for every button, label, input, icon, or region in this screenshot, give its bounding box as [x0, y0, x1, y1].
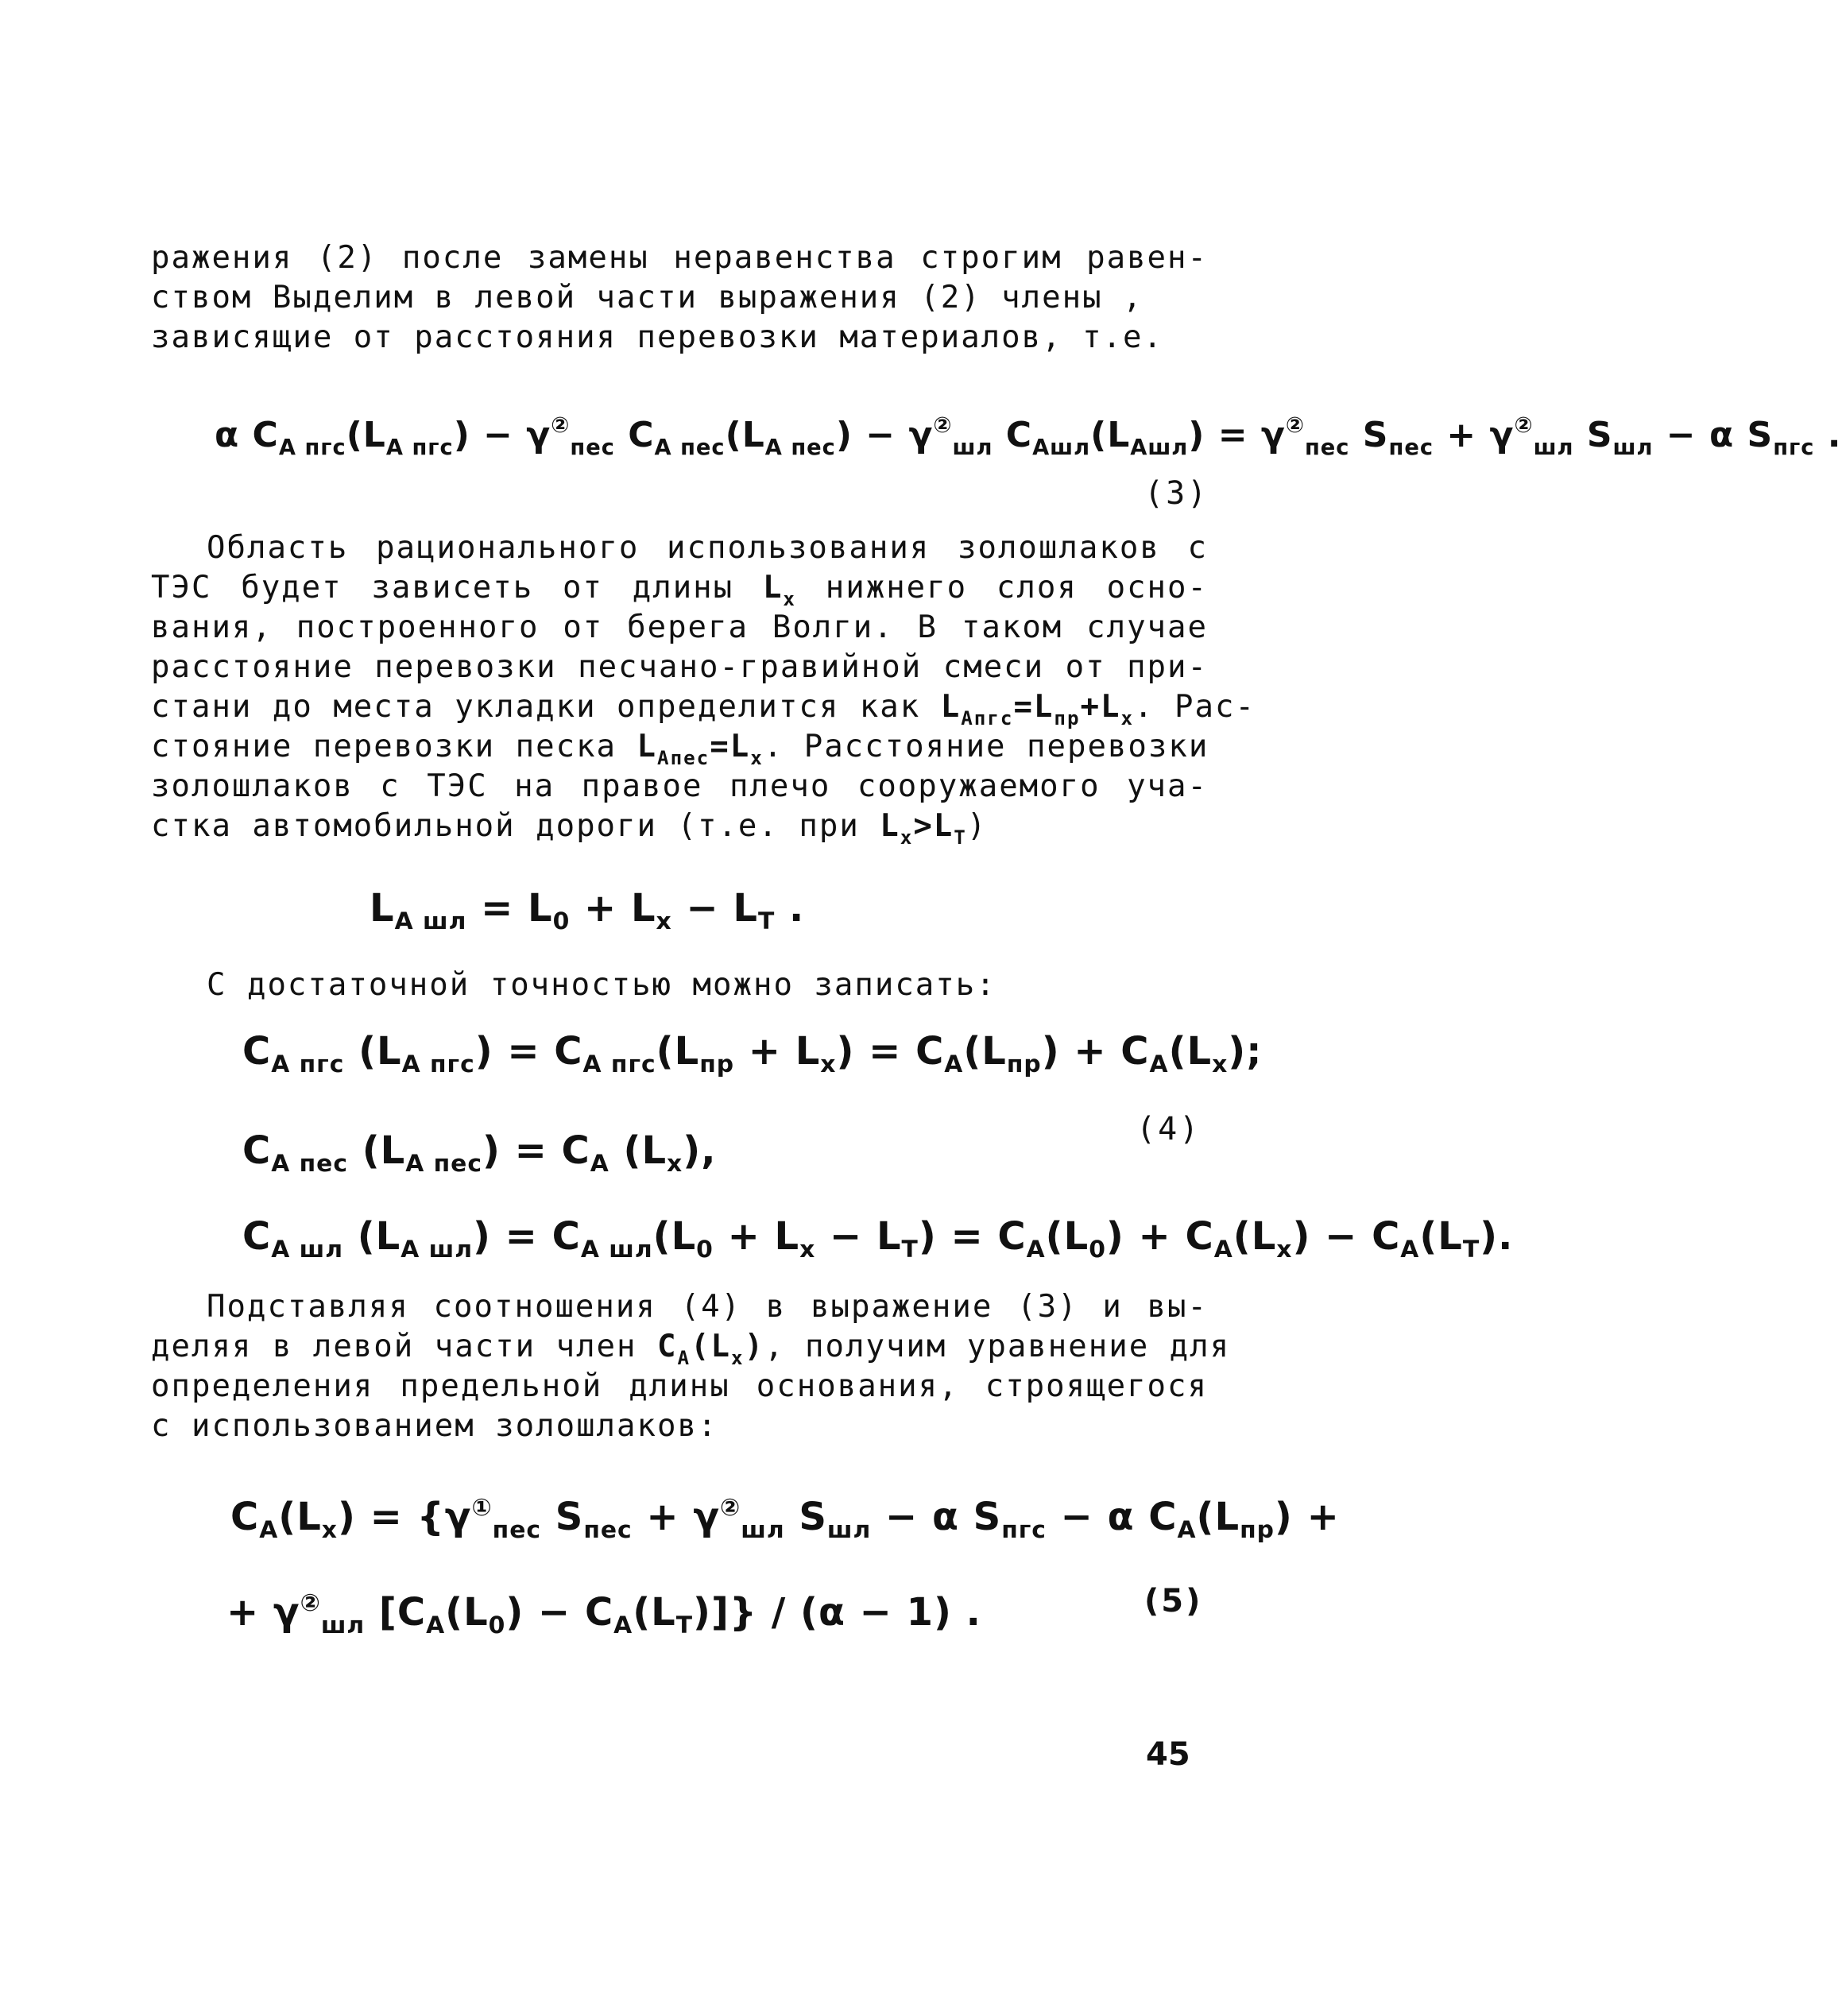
- text-line: ТЭС будет зависеть от длины $L_x$ нижнего слоя осно-: [151, 570, 1208, 610]
- text-line: стка автомобильной дороги (т.е. при $L_x>L_T$): [151, 808, 988, 849]
- equation-3: α $C_{A пгс}(L_{A пгс}) - \gamma^②_{пес}$ $C_{A пес}(L_{A пес}) - \gamma^②_{шл}$ $C_{Aшл}(L_{Aшл}) = \gamma^②_{пес}$ $S_{пес} + \gamma^②_{шл}$ $S_{шл} - \alpha$ $S_{пгс}$ .: [215, 413, 1842, 460]
- equation-5-line-1: $C_A(L_x) = \{\gamma^①_{пес}$ $S_{пес} + \gamma^②_{шл}$ $S_{шл} - \alpha$ $S_{пгс} - \alpha$ $C_A(L_{пр})$ +: [230, 1494, 1340, 1544]
- text-line: зависящие от расстояния перевозки материалов, т.е.: [151, 319, 1163, 355]
- equation-5-line-2: + $\gamma^②_{шл}$ $[C_A(L_0) - C_A(L_T)]\} / (\alpha - 1)$ .: [226, 1589, 981, 1639]
- text-line: с использованием золошлаков:: [151, 1408, 718, 1444]
- text-line: Область рационального использования золошлаков с: [207, 530, 1208, 566]
- equation-4-line-3: $C_{A шл}$ $(L_{A шл}) = C_{A шл}(L_0 + L_x - L_T) = C_A(L_0) + C_A(L_x) - C_A(L_T)$.: [242, 1214, 1514, 1263]
- equation-4-line-1: $C_{A пгс}$ $(L_{A пгс}) = C_{A пгс}(L_{пр} + L_x) = C_A(L_{пр}) + C_A(L_x)$;: [242, 1029, 1263, 1078]
- equation-number: (4): [1136, 1111, 1202, 1147]
- text-line: С достаточной точностью можно записать:: [207, 967, 996, 1003]
- text-line: ражения (2) после замены неравенства строгим равен-: [151, 240, 1208, 276]
- text-line: вания, построенного от берега Волги. В таком случае: [151, 609, 1208, 645]
- text-line: расстояние перевозки песчано-гравийной смеси от при-: [151, 649, 1208, 685]
- text-line: определения предельной длины основания, строящегося: [151, 1368, 1208, 1404]
- text-line: стани до места укладки определится как $L_{Aпгс}=L_{пр}+L_x$. Рас-: [151, 689, 1256, 729]
- equation-number: (5): [1144, 1583, 1203, 1619]
- text-line: золошлаков с ТЭС на правое плечо сооружаемого уча-: [151, 768, 1208, 804]
- text-line: Подставляя соотношения (4) в выражение (3) и вы-: [207, 1289, 1208, 1325]
- text-line: стояние перевозки песка $L_{Aпес}=L_x$. Расстояние перевозки: [151, 729, 1209, 769]
- text-line: ством Выделим в левой части выражения (2) члены ,: [151, 280, 1144, 315]
- text-line: деляя в левой части член $C_A(L_x)$, получим уравнение для: [151, 1329, 1231, 1369]
- equation-number: (3): [1144, 475, 1209, 512]
- page-number: 45: [1146, 1736, 1190, 1773]
- equation-4-line-2: $C_{A пес}$ $(L_{A пес}) = C_A$ $(L_x)$,: [242, 1128, 717, 1178]
- equation-lashl: $L_{A шл} = L_0 + L_x - L_T$ .: [370, 886, 805, 935]
